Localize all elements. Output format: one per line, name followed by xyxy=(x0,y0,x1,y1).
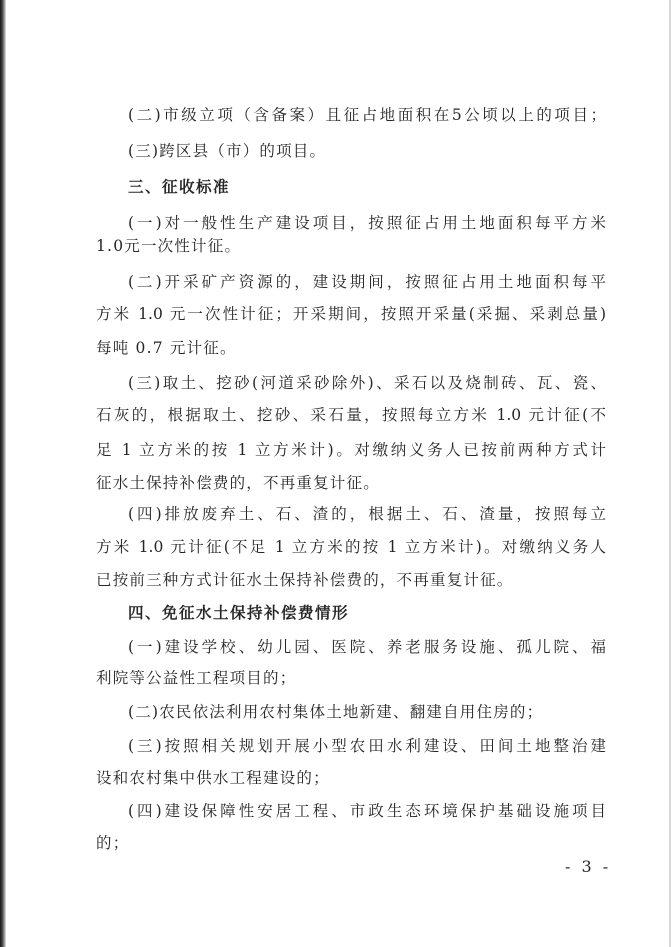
paragraph-line: 方米 1.0 元计征(不足 1 立方米的按 1 立方米计)。对缴纳义务人 xyxy=(96,538,606,556)
section-heading: 四、免征水土保持补偿费情形 xyxy=(128,604,350,622)
paragraph-line: (二)农民依法利用农村集体土地新建、翻建自用住房的； xyxy=(128,703,544,721)
paragraph-line: 每吨 0.7 元计征。 xyxy=(96,339,237,357)
page-number: - 3 - xyxy=(565,857,612,876)
paragraph-line: (二)市级立项（含备案）且征占地面积在5公顷以上的项目； xyxy=(128,106,606,124)
scan-edge-left xyxy=(0,0,6,947)
paragraph-line: 石灰的，根据取土、挖砂、采石量，按照每立方米 1.0 元计征(不 xyxy=(96,406,606,424)
section-heading: 三、征收标准 xyxy=(128,178,231,196)
paragraph-line: 1.0元一次性计征。 xyxy=(96,237,242,255)
paragraph-line: 足 1 立方米的按 1 立方米计)。对缴纳义务人已按前两种方式计 xyxy=(96,441,606,459)
paragraph-line: 的； xyxy=(96,834,130,852)
paragraph-line: (一)建设学校、幼儿园、医院、养老服务设施、孤儿院、福 xyxy=(128,638,606,656)
paragraph-line: 利院等公益性工程项目的； xyxy=(96,669,297,687)
paragraph-line: (三)按照相关规划开展小型农田水利建设、田间土地整治建 xyxy=(128,737,606,755)
paragraph-line: 设和农村集中供水工程建设的； xyxy=(96,769,330,787)
paragraph-line: (四)排放废弃土、石、渣的，根据土、石、渣量，按照每立 xyxy=(128,505,606,523)
paragraph-line: (三)跨区县（市）的项目。 xyxy=(128,142,327,160)
paragraph-line: 已按前三种方式计征水土保持补偿费的，不再重复计征。 xyxy=(96,571,514,589)
paragraph-line: 征水土保持补偿费的，不再重复计征。 xyxy=(96,474,380,492)
paragraph-line: (一)对一般性生产建设项目，按照征占用土地面积每平方米 xyxy=(128,214,606,232)
paragraph-line: 方米 1.0 元一次性计征；开采期间，按照开采量(采掘、采剥总量) xyxy=(96,305,606,323)
paragraph-line: (四)建设保障性安居工程、市政生态环境保护基础设施项目 xyxy=(128,802,606,820)
paragraph-line: (三)取土、挖砂(河道采砂除外)、采石以及烧制砖、瓦、瓷、 xyxy=(128,374,606,392)
paragraph-line: (二)开采矿产资源的，建设期间，按照征占用土地面积每平 xyxy=(128,273,606,291)
